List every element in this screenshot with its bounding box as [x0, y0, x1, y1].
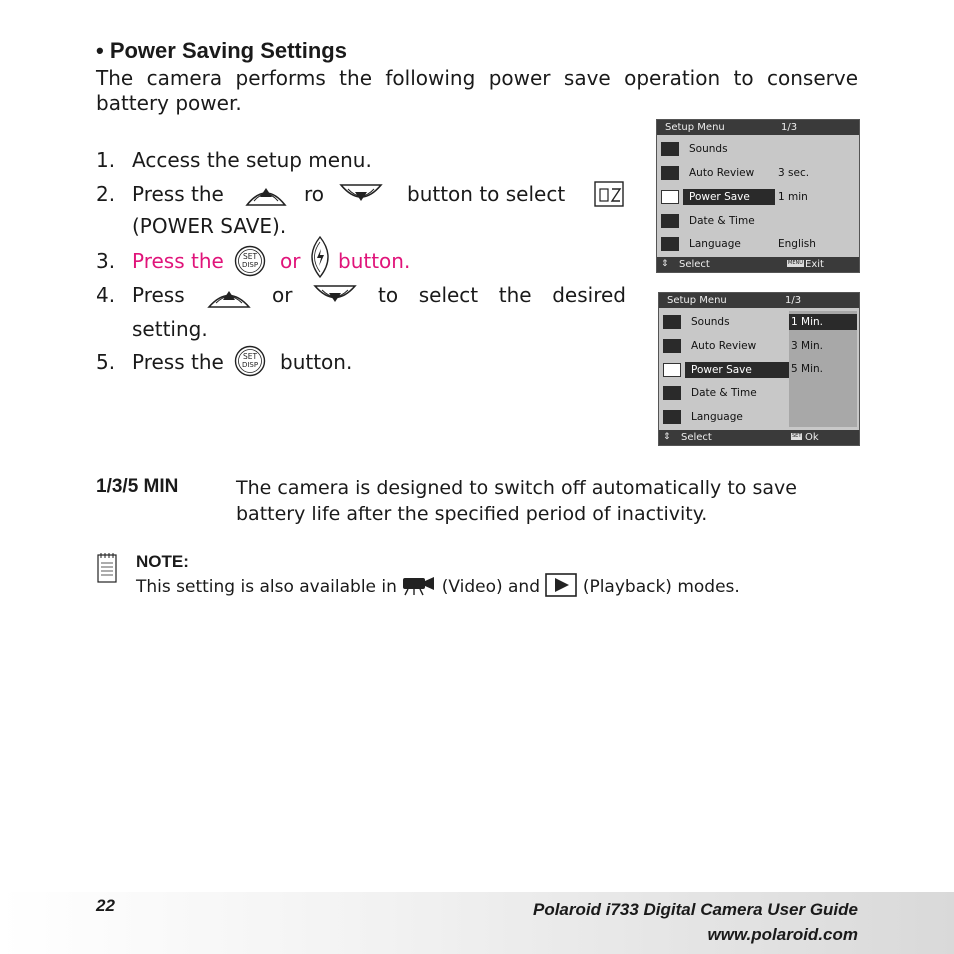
note-text-part: This setting is also available in — [136, 577, 397, 597]
row-label: Date & Time — [689, 215, 755, 227]
step-text: setting. — [132, 317, 208, 341]
step-text: Press — [132, 283, 185, 307]
option-1-min: 1 Min. — [789, 314, 857, 330]
auto-review-icon — [663, 339, 681, 353]
footer-url: www.polaroid.com — [707, 925, 858, 944]
power-save-icon — [663, 363, 681, 377]
up-down-arrows-icon: ⇕ — [661, 259, 669, 269]
screen-title-bar — [659, 293, 859, 308]
step-text: Access the setup menu. — [132, 148, 372, 172]
svg-text:DISP: DISP — [241, 361, 259, 369]
step-text: button to select — [407, 182, 566, 206]
setup-menu-screen-1 — [656, 119, 860, 273]
row-label: Language — [689, 238, 741, 250]
menu-row-date-time — [659, 382, 859, 404]
option-5-min: 5 Min. — [791, 363, 823, 375]
set-disp-button-icon — [234, 345, 266, 377]
date-time-icon — [663, 386, 681, 400]
step-text: Press the — [132, 249, 224, 273]
menu-row-auto-review — [659, 335, 859, 357]
option-3-min: 3 Min. — [791, 340, 823, 352]
menu-row-power-save — [657, 186, 859, 208]
video-mode-icon — [402, 574, 436, 596]
up-button-icon — [244, 179, 288, 209]
date-time-icon — [661, 214, 679, 228]
step-1 — [96, 146, 372, 174]
setup-menu-screen-2 — [658, 292, 860, 446]
screen-page: 1/3 — [785, 295, 802, 306]
screen-page: 1/3 — [781, 122, 798, 133]
up-button-icon — [206, 282, 252, 310]
screen-title-bar — [657, 120, 859, 135]
note-text-part: (Video) and — [441, 577, 540, 597]
row-label: Language — [691, 411, 743, 423]
sounds-icon — [663, 315, 681, 329]
footer-ok: Ok — [805, 432, 819, 443]
sounds-icon — [661, 142, 679, 156]
flash-button-icon — [310, 235, 330, 279]
up-down-arrows-icon: ⇕ — [663, 432, 671, 442]
power-save-icon — [661, 190, 679, 204]
down-button-icon — [312, 283, 358, 311]
screen-title: Setup Menu — [667, 295, 727, 306]
step-number: 3. — [96, 249, 116, 273]
menu-row-sounds — [657, 138, 859, 160]
menu-row-auto-review — [657, 162, 859, 184]
row-label: Power Save — [685, 362, 789, 378]
row-value: English — [778, 238, 816, 250]
note-text — [136, 573, 740, 597]
step-text: or — [272, 283, 293, 307]
screen-footer-bar — [659, 430, 859, 445]
note-title: NOTE: — [136, 552, 189, 571]
svg-text:DISP: DISP — [241, 261, 259, 269]
language-icon — [663, 410, 681, 424]
step-text: or — [280, 249, 301, 273]
menu-tag: SET — [792, 433, 802, 439]
option-label: 1/3/5 MIN — [96, 476, 179, 497]
footer-exit: Exit — [805, 259, 824, 270]
page-number: 22 — [96, 896, 115, 915]
row-value: 3 sec. — [778, 167, 810, 179]
note-text-part: (Playback) modes. — [582, 577, 740, 597]
row-value: 1 min — [778, 191, 808, 203]
step-text: Press the — [132, 350, 224, 374]
playback-mode-icon — [545, 573, 577, 597]
footer-select: Select — [681, 432, 712, 443]
row-label: Auto Review — [689, 167, 755, 179]
screen-footer-bar — [657, 257, 859, 272]
menu-row-language — [657, 233, 859, 255]
step-number: 1. — [96, 148, 116, 172]
step-text: button. — [280, 350, 353, 374]
step-number: 4. — [96, 283, 116, 307]
step-text: (POWER SAVE). — [132, 214, 287, 238]
row-label: Sounds — [691, 316, 730, 328]
step-text: button. — [338, 249, 411, 273]
step-number: 2. — [96, 182, 116, 206]
menu-row-date-time — [657, 210, 859, 232]
option-description: The camera is designed to switch off automatically to save battery life after the specified period of inactivity. — [236, 477, 797, 525]
step-text: ro — [304, 182, 325, 206]
footer-select: Select — [679, 259, 710, 270]
footer-title: Polaroid i733 Digital Camera User Guide — [532, 900, 858, 919]
section-heading: • Power Saving Settings — [96, 38, 347, 63]
power-save-icon — [594, 181, 624, 207]
menu-tag: MENU — [788, 260, 803, 266]
menu-row-power-save — [659, 359, 859, 381]
svg-text:SET: SET — [242, 352, 258, 361]
down-button-icon — [338, 181, 384, 211]
row-label: Auto Review — [691, 340, 757, 352]
intro-paragraph: The camera performs the following power save operation to conserve battery power. — [96, 66, 858, 115]
menu-row-language — [659, 406, 859, 428]
note-icon — [96, 552, 118, 584]
step-number: 5. — [96, 350, 116, 374]
row-label: Power Save — [683, 189, 775, 205]
step-text: to select the desired — [378, 283, 626, 307]
svg-text:SET: SET — [242, 252, 258, 261]
screen-title: Setup Menu — [665, 122, 725, 133]
step-text: Press the — [132, 182, 224, 206]
auto-review-icon — [661, 166, 679, 180]
row-label: Date & Time — [691, 387, 757, 399]
row-label: Sounds — [689, 143, 728, 155]
language-icon — [661, 237, 679, 251]
set-disp-button-icon — [234, 245, 266, 277]
